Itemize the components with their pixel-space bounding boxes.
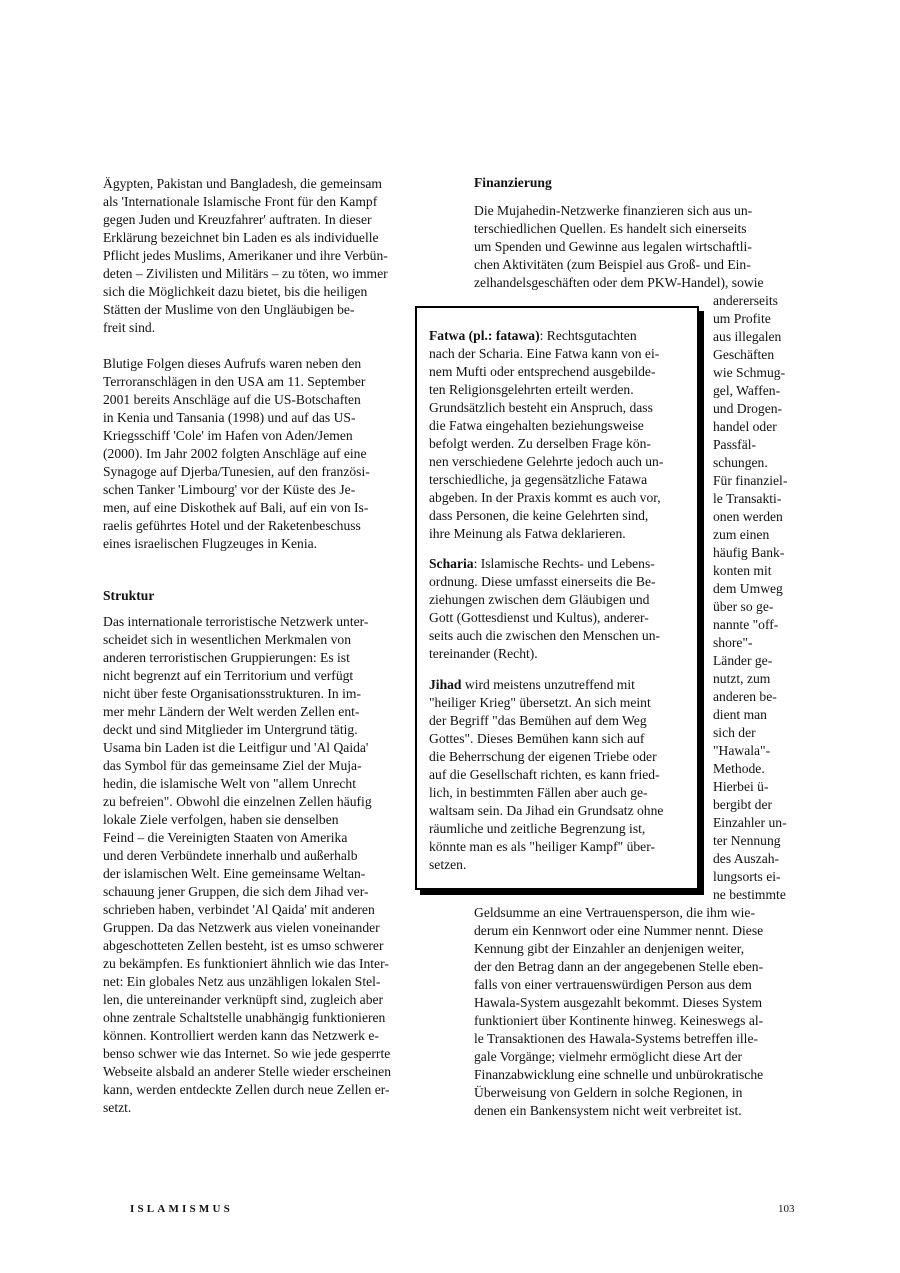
text-line: nach der Scharia. Eine Fatwa kann von ei- xyxy=(429,346,660,361)
text-line: Überweisung von Geldern in solche Regionen, in xyxy=(474,1085,743,1100)
text-line: Blutige Folgen dieses Aufrufs waren neben den xyxy=(103,356,362,371)
text-line: Gott (Gottesdienst und Kultus), anderer- xyxy=(429,610,649,625)
text-line: und Drogen- xyxy=(713,401,783,416)
text-line: gegen Juden und Kreuzfahrer' auftraten. In dieser xyxy=(103,212,372,227)
heading-finanzierung: Finanzierung xyxy=(474,175,552,190)
text-line: eines israelischen Flugzeuges in Kenia. xyxy=(103,536,318,551)
text-line: ten Religionsgelehrten erteilt werden. xyxy=(429,382,634,397)
text-line: andererseits xyxy=(713,293,778,308)
text-line: Synagoge auf Djerba/Tunesien, auf den französi- xyxy=(103,464,370,479)
text-line: der Begriff "das Bemühen auf dem Weg xyxy=(429,713,647,728)
text-line: der islamischen Welt. Eine gemeinsame Weltan- xyxy=(103,866,366,881)
text-line: schen Tanker 'Limbourg' vor der Küste des Je- xyxy=(103,482,356,497)
text-line xyxy=(429,327,637,345)
text-line: Für finanziel- xyxy=(713,473,788,488)
text-line: zu bekämpfen. Es funktioniert ähnlich wie das Inter- xyxy=(103,956,389,971)
text-line: auf die Gesellschaft richten, es kann fried- xyxy=(429,767,660,782)
glossary-term: Fatwa (pl.: fatawa) xyxy=(429,328,540,343)
text-line: Länder ge- xyxy=(713,653,773,668)
text-line: deckt und sind Mitglieder im Untergrund tätig. xyxy=(103,722,358,737)
text-line: "Hawala"- xyxy=(713,743,771,758)
text-line: Kennung gibt der Einzahler an denjenigen weiter, xyxy=(474,941,745,956)
text-line: sich der xyxy=(713,725,756,740)
text-line: (2000). Im Jahr 2002 folgten Anschläge auf eine xyxy=(103,446,367,461)
text-line: Passfäl- xyxy=(713,437,757,452)
text-line: des Auszah- xyxy=(713,851,780,866)
text-line: abgeben. In der Praxis kommt es auch vor, xyxy=(429,490,661,505)
text-line: le Transakti- xyxy=(713,491,782,506)
text-line: in Kenia und Tansania (1998) und auf das US- xyxy=(103,410,356,425)
text-line: nicht begrenzt auf ein Territorium und verfügt xyxy=(103,668,354,683)
text-line: shore"- xyxy=(713,635,753,650)
text-line: derum ein Kennwort oder eine Nummer nennt. Diese xyxy=(474,923,764,938)
text-line: ohne zentrale Schaltstelle unabhängig funktionieren xyxy=(103,1010,386,1025)
heading-struktur: Struktur xyxy=(103,588,155,603)
text-line: befolgt werden. Zu derselben Frage kön- xyxy=(429,436,651,451)
text-line: onen werden xyxy=(713,509,783,524)
text-line: schungen. xyxy=(713,455,768,470)
footer-section-title: ISLAMISMUS xyxy=(130,1203,233,1215)
page-number: 103 xyxy=(778,1203,795,1215)
text-line: aus illegalen xyxy=(713,329,782,344)
text-line: nen verschiedene Gelehrte jedoch auch un- xyxy=(429,454,664,469)
text-line: lich, in bestimmten Fällen aber auch ge- xyxy=(429,785,648,800)
text-line: nicht über feste Organisationsstrukturen. In im- xyxy=(103,686,361,701)
text-line: Gottes". Dieses Bemühen kann sich auf xyxy=(429,731,645,746)
text-line: Pflicht jedes Muslims, Amerikaner und ihre Verbün- xyxy=(103,248,388,263)
text-line: zum einen xyxy=(713,527,770,542)
text-line: ziehungen zwischen dem Gläubigen und xyxy=(429,592,650,607)
text-line: räumliche und zeitliche Begrenzung ist, xyxy=(429,821,646,836)
text-line: waltsam sein. Da Jihad ein Grundsatz ohne xyxy=(429,803,664,818)
text-line: dem Umweg xyxy=(713,581,783,596)
text-line: schauung jener Gruppen, die sich dem Jihad ver- xyxy=(103,884,369,899)
text-line: dient man xyxy=(713,707,767,722)
glossary-text: : Rechtsgutachten xyxy=(539,328,637,343)
text-line: Hierbei ü- xyxy=(713,779,769,794)
text-line: ordnung. Diese umfasst einerseits die Be- xyxy=(429,574,656,589)
text-line: Finanzabwicklung eine schnelle und unbürokratische xyxy=(474,1067,764,1082)
text-line: freit sind. xyxy=(103,320,156,335)
text-line: dass Personen, die keine Gelehrten sind, xyxy=(429,508,649,523)
text-line: net: Ein globales Netz aus unzähligen lokalen Stel- xyxy=(103,974,381,989)
text-line: über so ge- xyxy=(713,599,774,614)
glossary-box xyxy=(415,306,699,890)
text-line: ne bestimmte xyxy=(713,887,786,902)
text-line: die Fatwa eingehalten beziehungsweise xyxy=(429,418,644,433)
text-line: Usama bin Laden ist die Leitfigur und 'Al Qaida' xyxy=(103,740,369,755)
text-line: setzt. xyxy=(103,1100,132,1115)
text-line: le Transaktionen des Hawala-Systems betreffen ille- xyxy=(474,1031,759,1046)
text-line xyxy=(429,555,655,573)
text-line: terschiedliche, ja gegensätzliche Fatawa xyxy=(429,472,648,487)
glossary-term: Scharia xyxy=(429,556,474,571)
text-line: Die Mujahedin-Netzwerke finanzieren sich aus un- xyxy=(474,203,753,218)
text-line: schrieben haben, verbindet 'Al Qaida' mit anderen xyxy=(103,902,375,917)
text-line: Grundsätzlich besteht ein Anspruch, dass xyxy=(429,400,653,415)
text-line: anderen terroristischen Gruppierungen: Es ist xyxy=(103,650,350,665)
text-line: handel oder xyxy=(713,419,777,434)
text-line: zelhandelsgeschäften oder dem PKW-Handel), sowie xyxy=(474,275,764,290)
text-line: seits auch die zwischen den Menschen un- xyxy=(429,628,661,643)
text-line: Kriegsschiff 'Cole' im Hafen von Aden/Jemen xyxy=(103,428,353,443)
text-line: hedin, die islamische Welt von "allem Unrecht xyxy=(103,776,356,791)
text-line: Einzahler un- xyxy=(713,815,787,830)
text-line: kann, werden entdeckte Zellen durch neue Zellen er- xyxy=(103,1082,390,1097)
text-line: Gruppen. Da das Netzwerk aus vielen voneinander xyxy=(103,920,380,935)
text-line: raelis geführtes Hotel und der Raketenbeschuss xyxy=(103,518,361,533)
text-line: Methode. xyxy=(713,761,765,776)
glossary-text: wird meistens unzutreffend mit xyxy=(461,677,635,692)
text-line: ihre Meinung als Fatwa deklarieren. xyxy=(429,526,626,541)
text-line: Webseite alsbald an anderer Stelle wieder erscheinen xyxy=(103,1064,392,1079)
text-line: zu befreien". Obwohl die einzelnen Zellen häufig xyxy=(103,794,372,809)
text-line: Erklärung bezeichnet bin Laden es als individuelle xyxy=(103,230,379,245)
text-line: lungsorts ei- xyxy=(713,869,781,884)
text-line: terschiedlichen Quellen. Es handelt sich einerseits xyxy=(474,221,747,236)
glossary-text: : Islamische Rechts- und Lebens- xyxy=(473,556,655,571)
text-line: der den Betrag dann an der angegebenen Stelle eben- xyxy=(474,959,764,974)
text-line: sich die Möglichkeit dazu bietet, bis die heiligen xyxy=(103,284,368,299)
text-line: falls von einer vertrauenswürdigen Person aus dem xyxy=(474,977,752,992)
text-line: Hawala-System ausgezahlt bekommt. Dieses System xyxy=(474,995,763,1010)
text-line: chen Aktivitäten (zum Beispiel aus Groß- und Ein- xyxy=(474,257,751,272)
text-line: Terroranschlägen in den USA am 11. September xyxy=(103,374,366,389)
glossary-term: Jihad xyxy=(429,677,462,692)
text-line: funktioniert über Kontinente hinweg. Keineswegs al- xyxy=(474,1013,764,1028)
text-line: und deren Verbündete innerhalb und außerhalb xyxy=(103,848,358,863)
text-line: Ägypten, Pakistan und Bangladesh, die gemeinsam xyxy=(103,176,382,191)
text-line: "heiliger Krieg" übersetzt. An sich meint xyxy=(429,695,651,710)
text-line: Das internationale terroristische Netzwerk unter- xyxy=(103,614,369,629)
text-line: nannte "off- xyxy=(713,617,779,632)
text-line xyxy=(429,676,635,694)
text-line: setzen. xyxy=(429,857,467,872)
text-line: konten mit xyxy=(713,563,772,578)
text-line: wie Schmug- xyxy=(713,365,786,380)
text-line: Feind – die Vereinigten Staaten von Amerika xyxy=(103,830,348,845)
text-line: nutzt, zum xyxy=(713,671,771,686)
text-line: Geschäften xyxy=(713,347,775,362)
text-line: die Beherrschung der eigenen Triebe oder xyxy=(429,749,657,764)
text-line: nem Mufti oder entsprechend ausgebilde- xyxy=(429,364,656,379)
text-line: len, die untereinander verknüpft sind, zugleich aber xyxy=(103,992,384,1007)
text-line: men, auf eine Diskothek auf Bali, auf ein von Is- xyxy=(103,500,369,515)
text-line: das Symbol für das gemeinsame Ziel der Muja- xyxy=(103,758,362,773)
text-line: tereinander (Recht). xyxy=(429,646,538,661)
text-line: gale Vorgänge; vielmehr ermöglicht diese Art der xyxy=(474,1049,743,1064)
text-line: mer mehr Ländern der Welt werden Zellen ent- xyxy=(103,704,360,719)
text-line: abgeschotteten Zellen besteht, ist es umso schwerer xyxy=(103,938,384,953)
text-line: benso schwer wie das Internet. So wie jede gesperrte xyxy=(103,1046,391,1061)
text-line: können. Kontrolliert werden kann das Netzwerk e- xyxy=(103,1028,379,1043)
text-line: bergibt der xyxy=(713,797,773,812)
text-line: um Profite xyxy=(713,311,771,326)
text-line: häufig Bank- xyxy=(713,545,785,560)
text-line: lokale Ziele verfolgen, haben sie denselben xyxy=(103,812,339,827)
text-line: um Spenden und Gewinne aus legalen wirtschaftli- xyxy=(474,239,752,254)
text-line: denen ein Bankensystem nicht weit verbreitet ist. xyxy=(474,1103,742,1118)
text-line: gel, Waffen- xyxy=(713,383,781,398)
text-line: deten – Zivilisten und Militärs – zu töten, wo immer xyxy=(103,266,388,281)
text-line: Geldsumme an eine Vertrauensperson, die ihm wie- xyxy=(474,905,755,920)
text-line: scheidet sich in wesentlichen Merkmalen von xyxy=(103,632,352,647)
text-line: anderen be- xyxy=(713,689,777,704)
text-line: als 'Internationale Islamische Front für den Kampf xyxy=(103,194,378,209)
text-line: Stätten der Muslime von den Ungläubigen be- xyxy=(103,302,355,317)
text-line: 2001 bereits Anschläge auf die US-Botschaften xyxy=(103,392,361,407)
text-line: könnte man es als "heiliger Kampf" über- xyxy=(429,839,655,854)
text-line: ter Nennung xyxy=(713,833,781,848)
